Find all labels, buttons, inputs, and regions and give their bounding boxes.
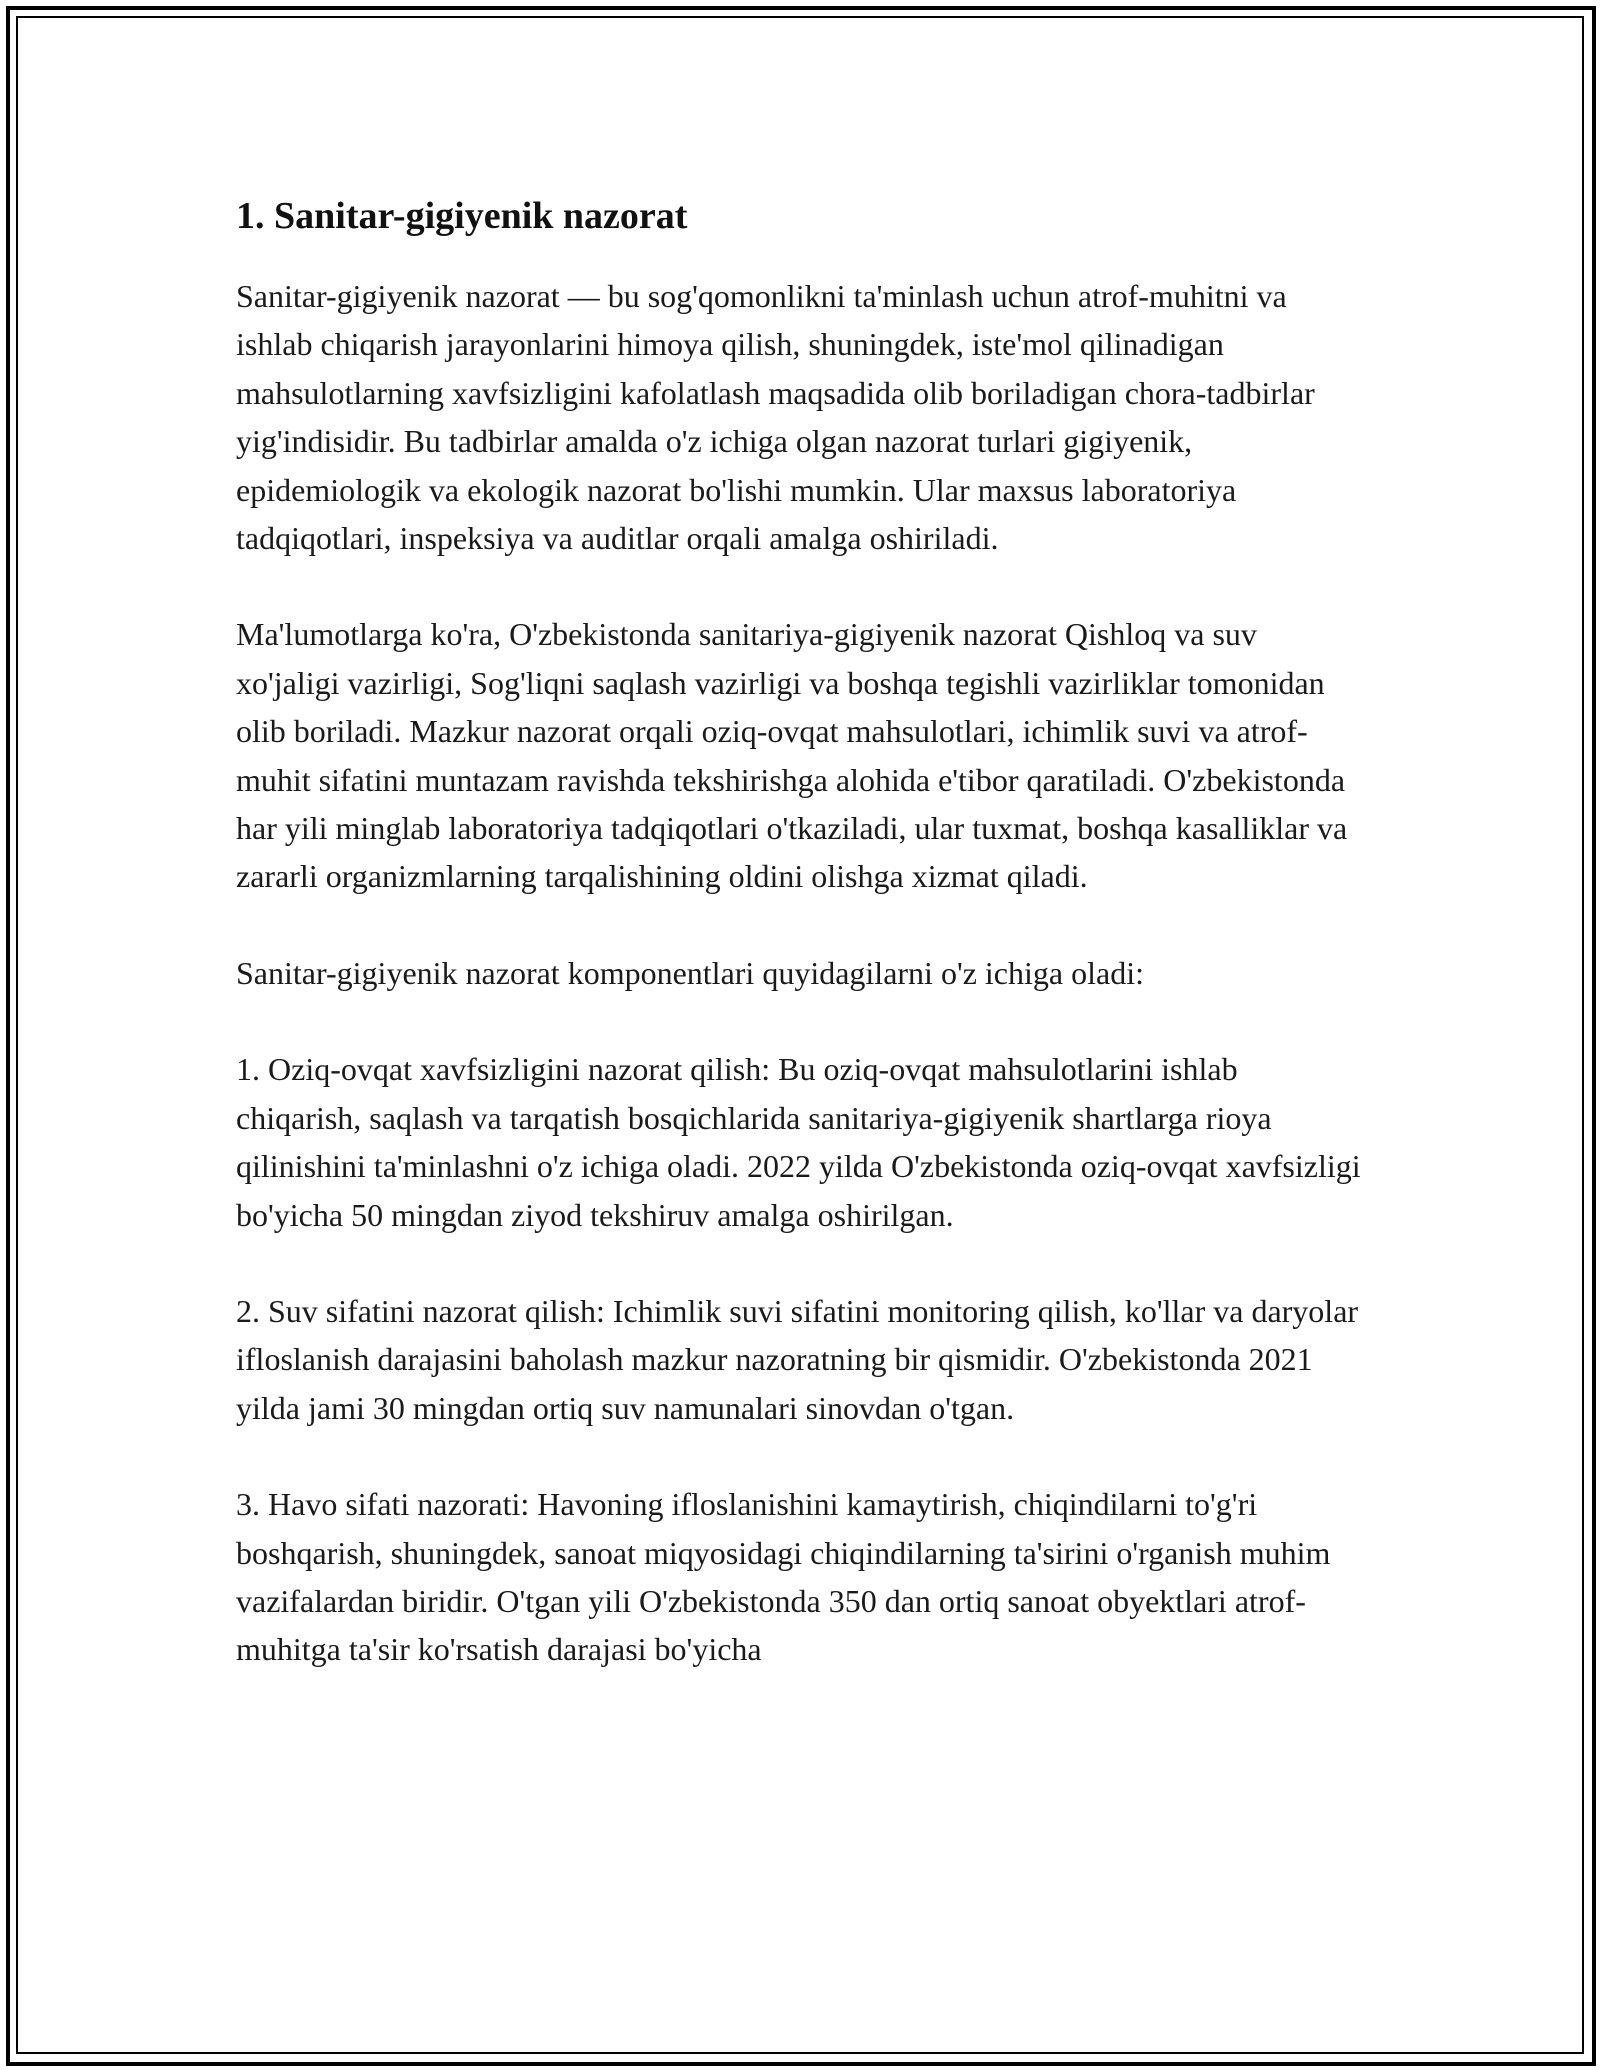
paragraph-components-intro: Sanitar-gigiyenik nazorat komponentlari quyidagilarni o'z ichiga oladi: — [236, 954, 1144, 991]
paragraph-definition: Sanitar-gigiyenik nazorat — bu sog'qomonlikni ta'minlash uchun atrof-muhitni va ishlab chiqarish jarayonlarini himoya qilish, shuningdek, iste'mol qilinadigan mahsulotlarning xavfsizligini kafolatlash maqsadida olib boriladigan chora-tadbirlar yig'indisidir. Bu tadbirlar amalda o'z ichiga olgan nazorat turlari gigiyenik, epidemiologik va ekologik nazorat bo'lishi mumkin. Ular maxsus laboratoriya tadqiqotlari, inspeksiya va auditlar orqali amalga oshiriladi. — [236, 278, 1315, 557]
paragraph-uzbekistan-overview: Ma'lumotlarga ko'ra, O'zbekistonda sanitariya-gigiyenik nazorat Qishloq va suv xo'jaligi vazirligi, Sog'liqni saqlash vazirligi va boshqa tegishli vazirliklar tomonidan olib boriladi. Mazkur nazorat orqali oziq-ovqat mahsulotlari, ichimlik suvi va atrof-muhit sifatini muntazam ravishda tekshirishga alohida e'tibor qaratiladi. O'zbekistonda har yili minglab laboratoriya tadqiqotlari o'tkaziladi, ular tuxmat, boshqa kasalliklar va zararli organizmlarning tarqalishining oldini olishga xizmat qiladi. — [236, 616, 1348, 895]
document-body — [236, 188, 1368, 1722]
list-item-water-quality: 2. Suv sifatini nazorat qilish: Ichimlik suvi sifatini monitoring qilish, ko'llar va daryolar ifloslanish darajasini baholash mazkur nazoratning bir qismidir. O'zbekistonda 2021 yilda jami 30 mingdan ortiq suv namunalari sinovdan o'tgan. — [236, 1292, 1359, 1426]
section-heading: 1. Sanitar-gigiyenik nazorat — [236, 195, 688, 237]
list-item-air-quality: 3. Havo sifati nazorati: Havoning ifloslanishini kamaytirish, chiqindilarni to'g'ri boshqarish, shuningdek, sanoat miqyosidagi chiqindilarning ta'sirini o'rganish muhim vazifalardan biridir. O'tgan yili O'zbekistonda 350 dan ortiq sanoat obyektlari atrof-muhitga ta'sir ko'rsatish darajasi bo'yicha — [236, 1486, 1331, 1668]
list-item-food-safety: 1. Oziq-ovqat xavfsizligini nazorat qilish: Bu oziq-ovqat mahsulotlarini ishlab chiqarish, saqlash va tarqatish bosqichlarida sanitariya-gigiyenik shartlarga rioya qilinishini ta'minlashni o'z ichiga oladi. 2022 yilda O'zbekistonda oziq-ovqat xavfsizligi bo'yicha 50 mingdan ziyod tekshiruv amalga oshirilgan. — [236, 1051, 1361, 1233]
